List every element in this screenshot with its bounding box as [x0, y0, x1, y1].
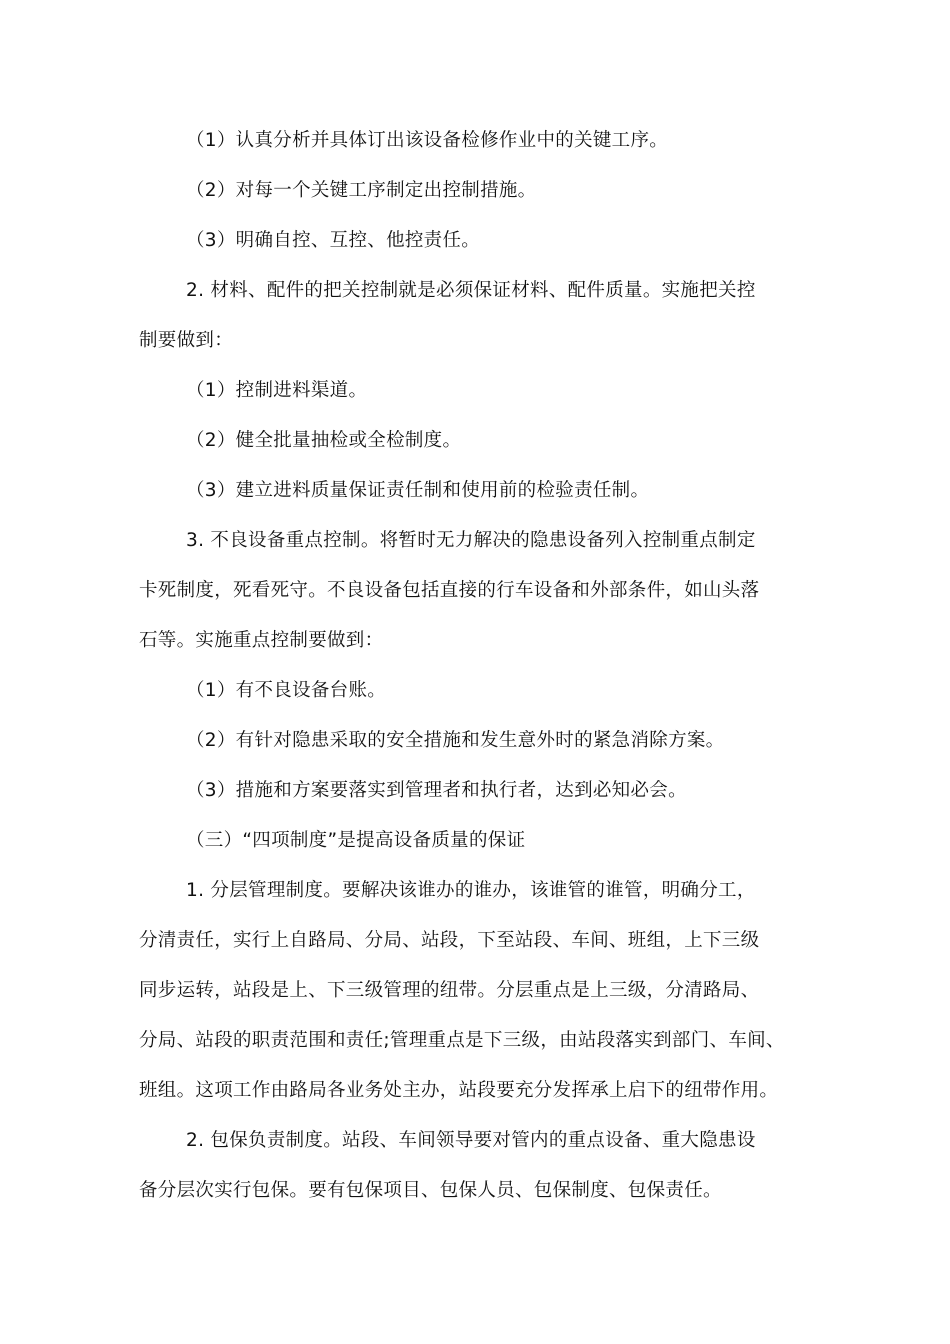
text-line: 卡死制度，死看死守。不良设备包括直接的行车设备和外部条件，如山头落	[139, 580, 760, 601]
text-line: 同步运转，站段是上、下三级管理的纽带。分层重点是上三级，分清路局、	[139, 980, 760, 1001]
text-line: 制要做到：	[139, 330, 234, 351]
text-line: （1）控制进料渠道。	[186, 380, 368, 401]
text-line: （3）明确自控、互控、他控责任。	[186, 230, 481, 251]
text-line: 备分层次实行包保。要有包保项目、包保人员、包保制度、包保责任。	[139, 1180, 722, 1201]
text-line: （2）对每一个关键工序制定出控制措施。	[186, 180, 537, 201]
text-line: （3）建立进料质量保证责任制和使用前的检验责任制。	[186, 480, 650, 501]
text-line: 3. 不良设备重点控制。将暂时无力解决的隐患设备列入控制重点制定	[186, 530, 756, 551]
text-line: 分清责任，实行上自路局、分局、站段，下至站段、车间、班组，上下三级	[139, 930, 760, 951]
text-line: 班组。这项工作由路局各业务处主办，站段要充分发挥承上启下的纽带作用。	[139, 1080, 779, 1101]
text-line: 2. 包保负责制度。站段、车间领导要对管内的重点设备、重大隐患设	[186, 1130, 756, 1151]
text-line: 分局、站段的职责范围和责任;管理重点是下三级，由站段落实到部门、车间、	[139, 1030, 785, 1051]
text-line: （2）有针对隐患采取的安全措施和发生意外时的紧急消除方案。	[186, 730, 725, 751]
text-line: 石等。实施重点控制要做到：	[139, 630, 384, 651]
text-line: 1. 分层管理制度。要解决该谁办的谁办，该谁管的谁管，明确分工，	[186, 880, 756, 901]
text-line: 2. 材料、配件的把关控制就是必须保证材料、配件质量。实施把关控	[186, 280, 756, 301]
text-line: （1）有不良设备台账。	[186, 680, 387, 701]
text-line: （2）健全批量抽检或全检制度。	[186, 430, 462, 451]
text-line: （1）认真分析并具体订出该设备检修作业中的关键工序。	[186, 130, 669, 151]
text-line: （3）措施和方案要落实到管理者和执行者，达到必知必会。	[186, 780, 687, 801]
section-heading: （三）“四项制度”是提高设备质量的保证	[186, 830, 526, 851]
